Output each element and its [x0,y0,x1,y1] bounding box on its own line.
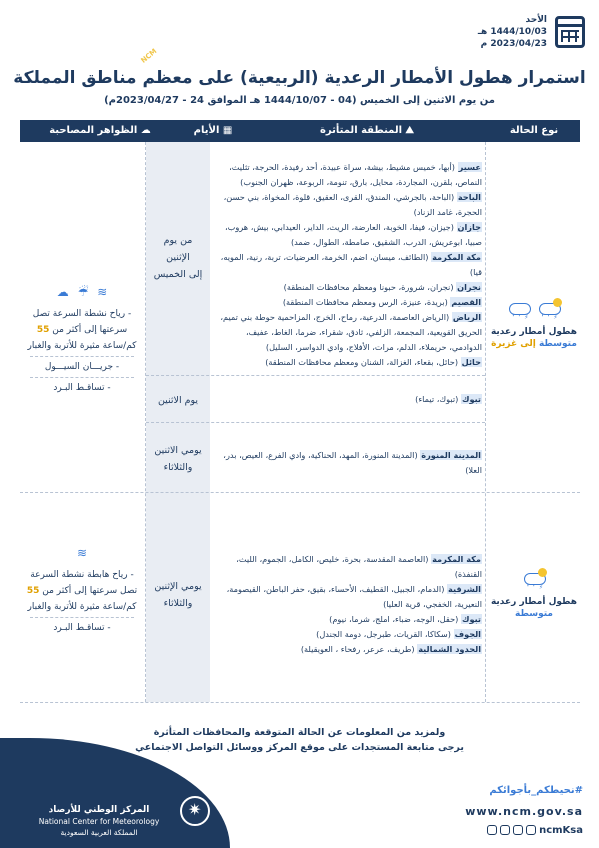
date-lines [478,14,547,50]
ncm-logo-icon [180,796,210,826]
row-divider [146,422,485,423]
case1-row1-days: من يوم الإثنين إلى الخميس [153,235,203,280]
region-line: قيا) [469,267,482,277]
hashtag: #نحيطكم_بأجوائكم [489,785,583,796]
region-line: النعيرية، الخفجي، قرية العليا) [383,599,482,609]
table-header [20,120,580,142]
case2-type-title: هطول أمطار رعدية [490,597,578,607]
row-divider [146,375,485,376]
wind-icon: ≋ [97,285,108,299]
case1-row3-regions [214,448,482,478]
region-line: حائل (حائل، بقعاء، الغزالة، الشنان ومعظم محافظات المنطقة) [265,357,481,367]
region-line: الرياض (الرياض العاصمة، الدرعية، رماح، الخرج، المزاحمية حوطة بني تميم، [220,312,481,322]
map-icon: ⛰ [402,125,414,136]
social-links[interactable] [484,825,583,836]
region-line: الشرقية (الدمام، الجبيل، القطيف، الأحساء، بقيق، حفر الباطن، القيصومة، [226,584,481,594]
case1-phenomena: ≋ ☔ ☁ - رياح نشطة السرعة تصل سرعتها إلى أكثر من 55 كم/ساعة مثيرة للأتربة والغبار - جريـــان السيـــول - تساقـط البـرد [22,284,142,396]
table-bottom [20,702,580,703]
region-line: القنفذة) [454,569,482,579]
youtube-icon[interactable] [500,825,510,835]
twitter-icon[interactable] [526,825,536,835]
region-line: الحجرة، غامد الزناد) [413,207,482,217]
hail-icon: ☁ [56,285,69,299]
thunderstorm-sun-icon: ⚡ ' ' [521,568,547,590]
phenomena-icons [22,545,142,563]
page-subtitle: من يوم الاثنين إلى الخميس (04 - 1444/10/07 هـ الموافق 24 - 2023/04/27م) [104,95,495,106]
region-line: تبوك (تبوك، تيماء) [415,394,481,404]
case1-intensity: متوسطة إلى غزيرة [491,339,577,349]
header-days: ▦ الأيام [193,125,233,136]
calendar-small-icon: ▦ [219,125,233,136]
calendar-icon [555,16,585,48]
cloud-small-icon: ☁ [137,125,151,136]
case2-days: يومي الإثنين والثلاثاء [154,581,202,609]
case2-regions [214,552,482,657]
social-handle: ncmKsa [539,825,583,836]
divider [485,142,486,702]
thunderstorm-sun-icon: ⚡ ' ' [536,298,562,320]
thunderstorm-icon: ⚡ ' ' [506,298,532,320]
section-divider [20,492,580,493]
region-line: عسير (أبها، خميس مشيط، بيشة، سراة عبيدة، أحد رفيدة، الحرجة، تثليث، [229,162,481,172]
phenomena-icons [22,284,142,302]
header-phenomena: ☁ الظواهر المصاحبة [49,125,151,136]
facebook-icon[interactable] [513,825,523,835]
case1-row3-days: يومي الاثنين والثلاثاء [154,445,202,473]
date-box [475,14,585,54]
region-line: نجران (نجران، شرورة، حبونا ومعظم محافظات المنطقة) [283,282,481,292]
region-line: تبوك (حقل، الوجه، ضباء، املج، شرما، نيوم) [329,614,481,624]
region-line: النماص، بلقرن، المجاردة، محايل، بارق، تنومة، الربوعة، ظهران الجنوب) [240,177,482,187]
region-line: مكة المكرمة (الطائف، ميسان، اضم، الخرمة، العرضيات، تربة، رنية، المويه، [220,252,481,262]
region-line: جازان (جيزان، فيفا، الخوبة، العارضة، الريث، الداير، العيدابي، بيش، هروب، [224,222,481,232]
region-line: الدوادمي، حريملاء، الدلم، مرات، الأفلاج، وادي الدواسر، السليل) [265,342,482,352]
case2-phenomena: ≋ - رياح هابطة نشطة السرعة تصل سرعتها إلى أكثر من 55 كم/ساعة مثيرة للأتربة والغبار - تساقـط البـرد [22,545,142,636]
day-name: الأحد [525,15,547,25]
wind-icon: ≋ [76,546,88,560]
page-title: استمرار هطول الأمطار الرعدية (الربيعية) على معظم مناطق المملكة [13,68,586,88]
region-line: المدينة المنورة (المدينة المنورة، المهد، الحناكية، وادي الفرع، العيص، بدر، [223,450,481,460]
case2-type [488,568,580,619]
case2-intensity: متوسطة [515,609,553,619]
org-name: المركز الوطني للأرصاد National Center for Meteorology المملكة العربية السعودية [38,805,160,837]
info-note: ولمزيد من المعلومات عن الحالة المتوقعة والمحافظات المتأثرة يرجى متابعة المستجدات على موقع المركز ووسائل التواصل الاجتماعي [135,727,464,753]
case1-row1-regions [214,160,482,370]
region-line: الحدود الشمالية (طريف، عرعر، رفحاء ، العويقيلة) [300,644,481,654]
case1-row2-days: يوم الاثنين [157,395,199,406]
instagram-icon[interactable] [487,825,497,835]
header-type: نوع الحالة [509,125,559,136]
region-line: الحريق القويعية، المجمعة، الزلفي، ثادق، شقراء، ضرما، الغاط، عفيف، [245,327,482,337]
region-line: العلا) [465,465,482,475]
case1-row2-regions [214,392,482,407]
region-line: الجوف (سكاكا، القريات، طبرجل، دومة الجندل) [316,629,481,639]
hijri-date: 1444/10/03 هـ [477,27,547,37]
gregorian-date: 2023/04/23 م [480,39,547,49]
region-line: صبيا، ابوعريش، الدرب، الشقيق، صامطة، الطوال، ضمد) [290,237,482,247]
case1-type-title: هطول أمطار رعدية [490,327,578,337]
header-region: ⛰ المنطقة المتأثرة [320,125,414,136]
cloud-rain-icon: ☔ [77,285,89,299]
ncm-watermark: NCM [139,47,159,65]
region-line: القصيم (بريدة، عنيزة، الرس ومعظم محافظات المنطقة) [282,297,481,307]
region-line: الباحة (الباحة، بالجرشي، المندق، القرى، العقيق، قلوة، المخواة، بني حسن، [223,192,481,202]
case1-type [488,298,580,349]
website-link[interactable]: www.ncm.gov.sa [465,805,583,818]
region-line: مكة المكرمة (العاصمة المقدسة، بحرة، خليص، الكامل، الجموم، الليث، [236,554,481,564]
